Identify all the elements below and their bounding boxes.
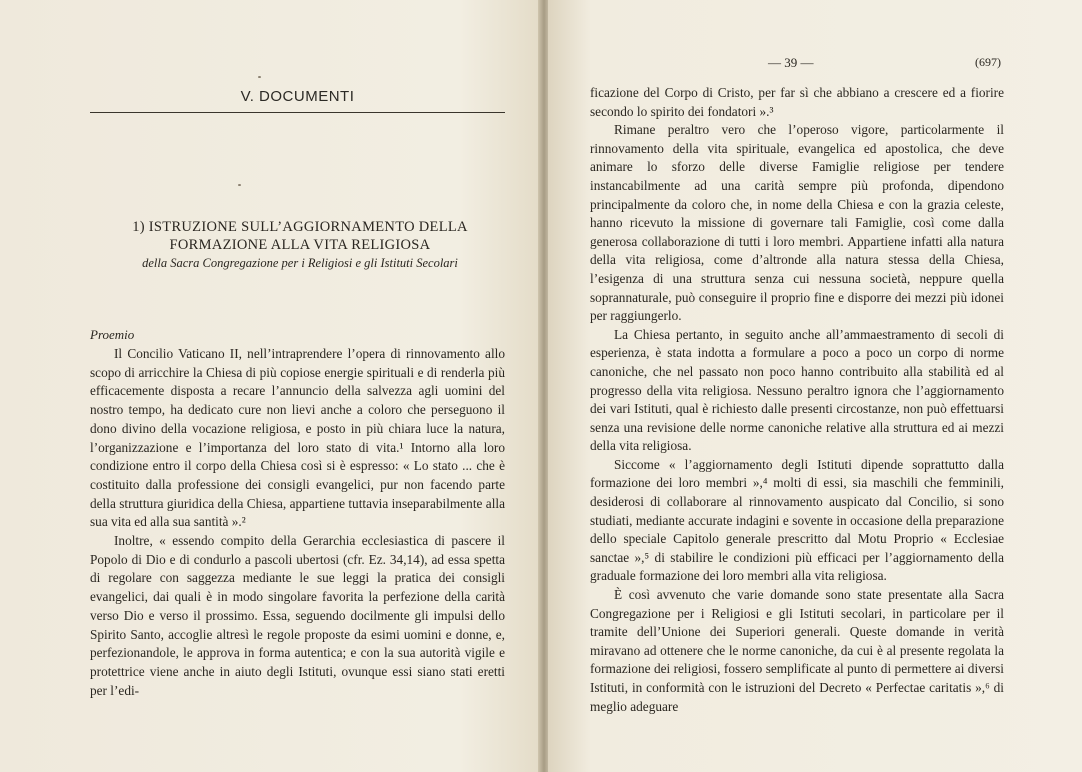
paper-speck	[238, 184, 241, 186]
section-title: V. DOCUMENTI	[240, 88, 355, 105]
left-body-text	[90, 345, 505, 700]
proemio-heading: Proemio	[90, 327, 135, 342]
paragraph: Rimane peraltro vero che l’operoso vigore, particolarmente il rinnovamento della vita spirituale, evangelica ed apostolica, che deve animare lo sforzo delle diverse Famiglie religiose per tendere instancabilmente ad una carità sempre più profonda, dipendono principalmente da coloro che, in nome della Chiesa e con la grazia celeste, hanno ricevuto la missione di governare tali Famiglie, così come dalla generosa collaborazione di tutti i loro membri. Appartiene infatti alla natura della vita religiosa, come d’altronde alla natura stessa della Chiesa, l’esigenza di una struttura senza cui nessuna società, neppure quella soprannaturale, può conseguire il proprio fine e disporre dei mezzi più idonei per raggiungerlo.	[590, 122, 1004, 324]
document-title: 1) ISTRUZIONE SULL’AGGIORNAMENTO DELLA FORMAZIONE ALLA VITA RELIGIOSA	[132, 219, 468, 253]
section-rule	[90, 112, 505, 113]
paragraph: È così avvenuto che varie domande sono state presentate alla Sacra Congregazione per i Religiosi e gli Istituti secolari, in particolare per il tramite dell’Unione dei Superiori generali. Queste domande in verità miravano ad ottenere che le norme canoniche, da cui è al presente regolata la formazione dei religiosi, fossero semplificate al punto di permettere ai diversi Istituti, in conformità con le istruzioni del Decreto « Perfectae caritatis »,⁶ di meglio adeguare	[590, 587, 1004, 714]
document-subtitle: della Sacra Congregazione per i Religiosi e gli Istituti Secolari	[142, 256, 458, 270]
paragraph: ficazione del Corpo di Cristo, per far sì che abbiano a crescere ed a fiorire secondo lo spirito dei fondatori ».³	[590, 85, 1004, 119]
paragraph: Inoltre, « essendo compito della Gerarchia ecclesiastica di pascere il Popolo di Dio e di condurlo a pascoli ubertosi (cfr. Ez. 34,14), ad essa spetta di regolare con saggezza mediante le sue leggi la pratica dei consigli evangelici, dai quali è in modo singolare favorita la perfezione della carità verso Dio e verso il prossimo. Essa, seguendo docilmente gli impulsi dello Spirito Santo, accoglie altresì le regole proposte da esimi uomini e donne, e, perfezionandole, le approva in forma autentica; e con la sua autorità vigile e protettrice viene anche in aiuto degli Istituti, ovunque essi siano stati eretti per l’edi-	[90, 533, 505, 698]
paragraph: Il Concilio Vaticano II, nell’intraprendere l’opera di rinnovamento allo scopo di arricchire la Chiesa di più copiose energie spirituali e di renderla più efficacemente disposta a recare l’annuncio della salvezza agli uomini del nostro tempo, ha dedicato cure non lievi anche a coloro che perseguono il dono divino della vocazione religiosa, e posto in più chiara luce la natura, l’organizzazione e l’importanza del loro stato di vita.¹ Intorno alla loro condizione entro il corpo della Chiesa così si è espresso: « Lo stato ... che è costituito dalla professione dei consigli evangelici, pur non facendo parte della struttura giuridica della Chiesa, appartiene tuttavia inseparabilmente alla sua vita ed alla sua santità ».²	[90, 346, 505, 530]
paragraph: Siccome « l’aggiornamento degli Istituti dipende soprattutto dalla formazione dei loro membri »,⁴ molti di essi, sia maschili che femminili, desiderosi di collaborare al rinnovamento auspicato dal Concilio, si sono studiati, mediante accurate indagini e sovente in occasione della preparazione dello speciale Capitolo generale prescritto dal Motu Proprio « Ecclesiae sanctae »,⁵ di stabilire le condizioni più efficaci per l’aggiornamento della graduale formazione dei loro membri alla vita religiosa.	[590, 456, 1004, 584]
paragraph: La Chiesa pertanto, in seguito anche all’ammaestramento di secoli di esperienza, è stata indotta a formulare a poco a poco un corpo di norme canoniche, che nel passato non poco hanno contribuito alla stabilità ed al progresso della vita religiosa. Nessuno peraltro ignora che l’aggiornamento dei vari Istituti, qual è richiesto dalle presenti circostanze, non può effettuarsi senza una revisione delle norme canoniche relative alla struttura ed ai mezzi della vita religiosa.	[590, 326, 1004, 454]
page-number: — 39 —	[768, 55, 814, 70]
paper-speck	[258, 76, 261, 78]
running-page-number: (697)	[975, 55, 1001, 69]
right-body-text	[590, 84, 1004, 716]
